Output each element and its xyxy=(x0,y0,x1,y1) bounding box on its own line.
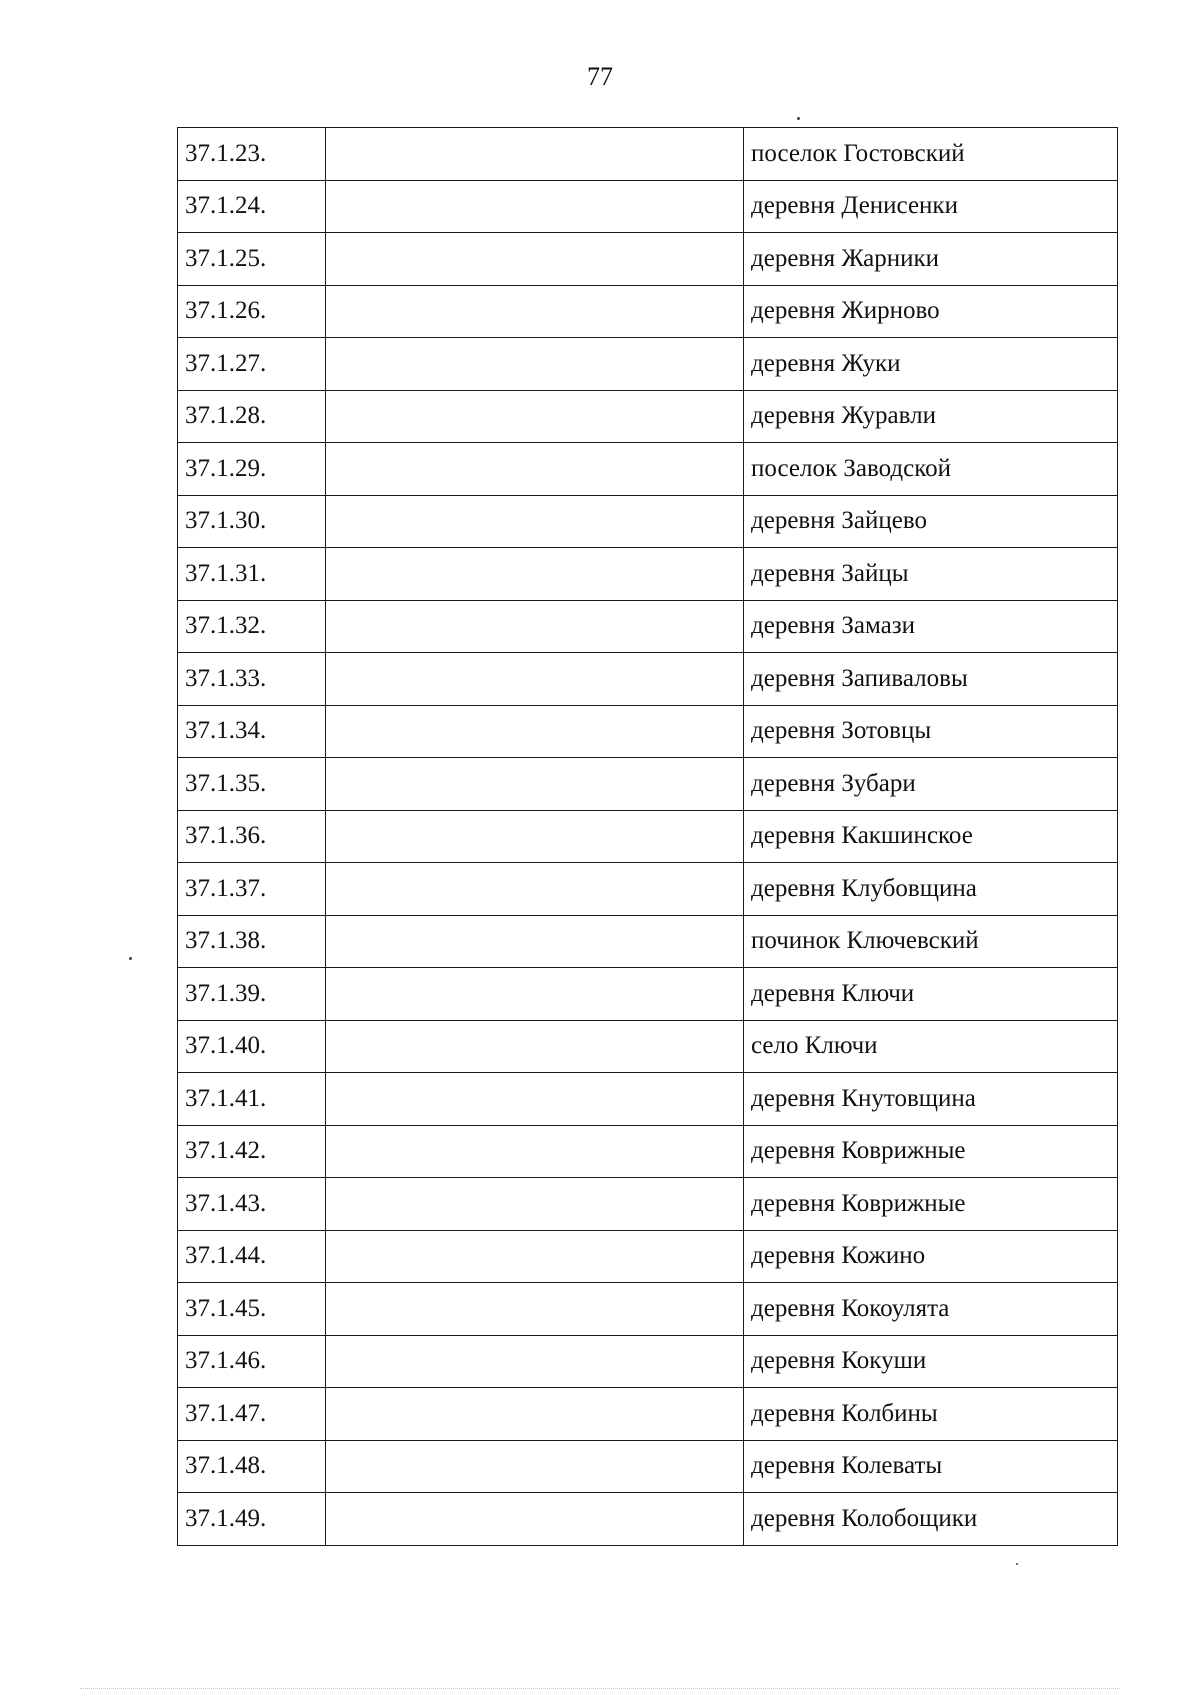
row-empty-cell xyxy=(326,443,744,496)
table-row xyxy=(178,285,1118,338)
table-row xyxy=(178,443,1118,496)
row-settlement-cell: деревня Колеваты xyxy=(744,1440,1118,1493)
row-settlement-cell: деревня Зайцы xyxy=(744,548,1118,601)
row-code-cell: 37.1.23. xyxy=(178,128,326,181)
row-empty-cell xyxy=(326,1230,744,1283)
table-row xyxy=(178,338,1118,391)
row-code-cell: 37.1.32. xyxy=(178,600,326,653)
row-code-cell: 37.1.49. xyxy=(178,1493,326,1546)
table-row xyxy=(178,1335,1118,1388)
scan-speck xyxy=(1016,1563,1018,1565)
row-settlement-cell: деревня Зубари xyxy=(744,758,1118,811)
table-row xyxy=(178,233,1118,286)
row-code-cell: 37.1.37. xyxy=(178,863,326,916)
row-empty-cell xyxy=(326,653,744,706)
row-code-cell: 37.1.41. xyxy=(178,1073,326,1126)
table-row xyxy=(178,180,1118,233)
row-settlement-cell: деревня Замази xyxy=(744,600,1118,653)
table-row xyxy=(178,758,1118,811)
row-code-cell: 37.1.46. xyxy=(178,1335,326,1388)
row-empty-cell xyxy=(326,915,744,968)
table-row xyxy=(178,1073,1118,1126)
row-empty-cell xyxy=(326,180,744,233)
row-empty-cell xyxy=(326,548,744,601)
row-code-cell: 37.1.34. xyxy=(178,705,326,758)
row-code-cell: 37.1.47. xyxy=(178,1388,326,1441)
row-code-cell: 37.1.39. xyxy=(178,968,326,1021)
row-settlement-cell: деревня Какшинское xyxy=(744,810,1118,863)
row-empty-cell xyxy=(326,390,744,443)
row-empty-cell xyxy=(326,705,744,758)
table-row xyxy=(178,1440,1118,1493)
table-row xyxy=(178,1388,1118,1441)
table-row xyxy=(178,863,1118,916)
table-row xyxy=(178,390,1118,443)
row-empty-cell xyxy=(326,495,744,548)
row-empty-cell xyxy=(326,1493,744,1546)
row-code-cell: 37.1.44. xyxy=(178,1230,326,1283)
row-settlement-cell: деревня Денисенки xyxy=(744,180,1118,233)
table-row xyxy=(178,810,1118,863)
scan-speck xyxy=(129,957,132,960)
row-code-cell: 37.1.33. xyxy=(178,653,326,706)
row-empty-cell xyxy=(326,128,744,181)
row-code-cell: 37.1.35. xyxy=(178,758,326,811)
table-row xyxy=(178,600,1118,653)
table-row xyxy=(178,1283,1118,1336)
table-row xyxy=(178,1020,1118,1073)
row-code-cell: 37.1.26. xyxy=(178,285,326,338)
row-empty-cell xyxy=(326,810,744,863)
table-row xyxy=(178,915,1118,968)
table-row xyxy=(178,495,1118,548)
row-empty-cell xyxy=(326,1125,744,1178)
row-code-cell: 37.1.24. xyxy=(178,180,326,233)
row-settlement-cell: деревня Запиваловы xyxy=(744,653,1118,706)
row-empty-cell xyxy=(326,1020,744,1073)
row-code-cell: 37.1.42. xyxy=(178,1125,326,1178)
scan-speck xyxy=(797,117,800,120)
table-row xyxy=(178,548,1118,601)
row-code-cell: 37.1.48. xyxy=(178,1440,326,1493)
table-row xyxy=(178,1178,1118,1231)
table-row xyxy=(178,1493,1118,1546)
row-empty-cell xyxy=(326,1283,744,1336)
row-settlement-cell: деревня Кнутовщина xyxy=(744,1073,1118,1126)
row-empty-cell xyxy=(326,338,744,391)
table-row xyxy=(178,1125,1118,1178)
row-settlement-cell: поселок Гостовский xyxy=(744,128,1118,181)
row-settlement-cell: деревня Жарники xyxy=(744,233,1118,286)
row-settlement-cell: деревня Кожино xyxy=(744,1230,1118,1283)
row-settlement-cell: поселок Заводской xyxy=(744,443,1118,496)
row-settlement-cell: деревня Зотовцы xyxy=(744,705,1118,758)
row-settlement-cell: деревня Колобощики xyxy=(744,1493,1118,1546)
row-code-cell: 37.1.45. xyxy=(178,1283,326,1336)
row-settlement-cell: село Ключи xyxy=(744,1020,1118,1073)
row-code-cell: 37.1.28. xyxy=(178,390,326,443)
row-empty-cell xyxy=(326,285,744,338)
row-settlement-cell: деревня Ключи xyxy=(744,968,1118,1021)
row-empty-cell xyxy=(326,1335,744,1388)
row-settlement-cell: деревня Клубовщина xyxy=(744,863,1118,916)
row-code-cell: 37.1.30. xyxy=(178,495,326,548)
row-code-cell: 37.1.31. xyxy=(178,548,326,601)
table-body xyxy=(178,128,1118,1546)
row-code-cell: 37.1.25. xyxy=(178,233,326,286)
table-row xyxy=(178,653,1118,706)
row-settlement-cell: деревня Зайцево xyxy=(744,495,1118,548)
row-settlement-cell: деревня Кокуши xyxy=(744,1335,1118,1388)
row-settlement-cell: деревня Жуки xyxy=(744,338,1118,391)
row-code-cell: 37.1.38. xyxy=(178,915,326,968)
row-empty-cell xyxy=(326,968,744,1021)
row-settlement-cell: деревня Коврижные xyxy=(744,1178,1118,1231)
row-empty-cell xyxy=(326,1388,744,1441)
row-settlement-cell: деревня Жирново xyxy=(744,285,1118,338)
row-empty-cell xyxy=(326,600,744,653)
row-settlement-cell: деревня Колбины xyxy=(744,1388,1118,1441)
table-row xyxy=(178,968,1118,1021)
settlements-table xyxy=(177,127,1118,1546)
row-settlement-cell: починок Ключевский xyxy=(744,915,1118,968)
table-row xyxy=(178,705,1118,758)
row-code-cell: 37.1.29. xyxy=(178,443,326,496)
row-empty-cell xyxy=(326,1073,744,1126)
row-settlement-cell: деревня Кокоулята xyxy=(744,1283,1118,1336)
row-code-cell: 37.1.27. xyxy=(178,338,326,391)
scan-noise-line xyxy=(80,1688,1120,1689)
row-empty-cell xyxy=(326,233,744,286)
row-settlement-cell: деревня Коврижные xyxy=(744,1125,1118,1178)
row-empty-cell xyxy=(326,1178,744,1231)
row-settlement-cell: деревня Журавли xyxy=(744,390,1118,443)
row-code-cell: 37.1.36. xyxy=(178,810,326,863)
row-empty-cell xyxy=(326,863,744,916)
page-number: 77 xyxy=(587,62,613,91)
table-row xyxy=(178,1230,1118,1283)
row-empty-cell xyxy=(326,758,744,811)
row-empty-cell xyxy=(326,1440,744,1493)
table-row xyxy=(178,128,1118,181)
row-code-cell: 37.1.40. xyxy=(178,1020,326,1073)
row-code-cell: 37.1.43. xyxy=(178,1178,326,1231)
